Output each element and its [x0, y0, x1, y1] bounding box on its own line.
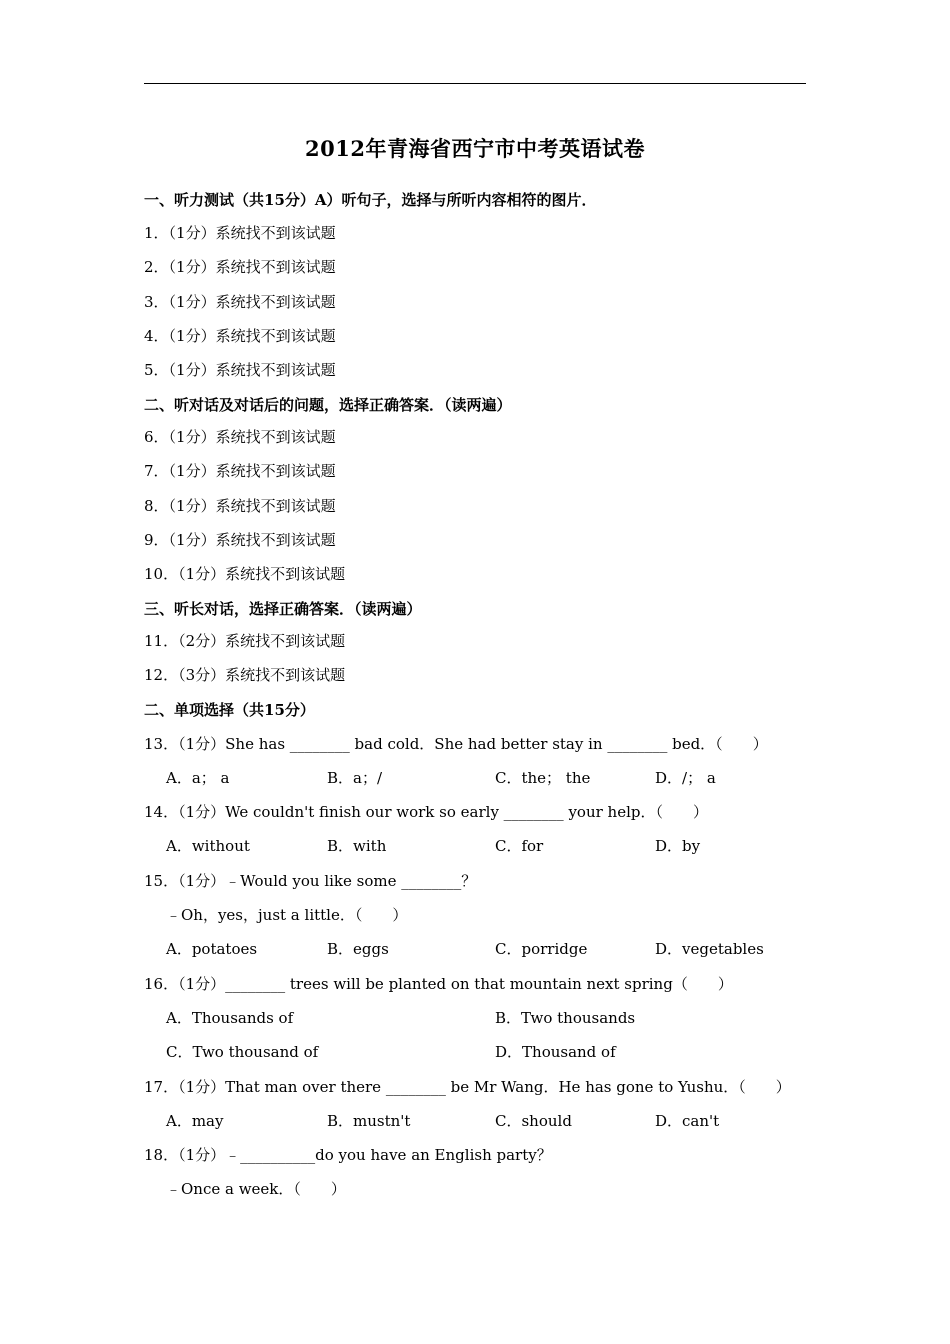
question-14-option-c: C．for	[495, 837, 544, 855]
question-13-option-a: A．a； a	[166, 769, 230, 787]
question-15-option-d: D．vegetables	[655, 940, 764, 958]
question-6: 6．（1分）系统找不到该试题	[144, 428, 336, 446]
question-1: 1．（1分）系统找不到该试题	[144, 224, 336, 242]
question-13-option-c: C．the； the	[495, 769, 591, 787]
section-heading-long-dialogue: 三、听长对话，选择正确答案．（读两遍）	[144, 600, 422, 618]
exam-title: 2012年青海省西宁市中考英语试卷	[305, 136, 645, 161]
question-16-stem: 16．（1分）________ trees will be planted on that mountain next spring（ ）	[144, 975, 733, 993]
question-9: 9．（1分）系统找不到该试题	[144, 531, 336, 549]
question-13-stem: 13．（1分）She has ________ bad cold．She had better stay in ________ bed．（ ）	[144, 735, 768, 753]
question-17-stem: 17．（1分）That man over there ________ be Mr Wang．He has gone to Yushu．（ ）	[144, 1078, 791, 1096]
question-18-reply: ﹣Once a week．（ ）	[166, 1180, 346, 1198]
question-13-option-d: D．/； a	[655, 769, 716, 787]
question-14-option-a: A．without	[166, 837, 250, 855]
question-8: 8．（1分）系统找不到该试题	[144, 497, 336, 515]
question-7: 7．（1分）系统找不到该试题	[144, 462, 336, 480]
question-17-option-b: B．mustn't	[327, 1112, 411, 1130]
question-13-option-b: B．a；/	[327, 769, 383, 787]
question-3: 3．（1分）系统找不到该试题	[144, 293, 336, 311]
question-4: 4．（1分）系统找不到该试题	[144, 327, 336, 345]
question-5: 5．（1分）系统找不到该试题	[144, 361, 336, 379]
question-15-option-c: C．porridge	[495, 940, 588, 958]
section-heading-single-choice: 二、单项选择（共15分）	[144, 701, 315, 719]
question-10: 10．（1分）系统找不到该试题	[144, 565, 346, 583]
question-15-reply: ﹣Oh，yes，just a little．（ ）	[166, 906, 408, 924]
question-16-option-c: C．Two thousand of	[166, 1043, 319, 1061]
question-11: 11．（2分）系统找不到该试题	[144, 632, 346, 650]
question-16-option-a: A．Thousands of	[166, 1009, 294, 1027]
question-16-option-b: B．Two thousands	[495, 1009, 636, 1027]
section-heading-dialogue: 二、听对话及对话后的问题，选择正确答案．（读两遍）	[144, 396, 512, 414]
question-15-option-b: B．eggs	[327, 940, 389, 958]
question-17-option-a: A．may	[166, 1112, 224, 1130]
question-14-option-d: D．by	[655, 837, 701, 855]
question-12: 12．（3分）系统找不到该试题	[144, 666, 346, 684]
question-17-option-c: C．should	[495, 1112, 572, 1130]
section-heading-listening: 一、听力测试（共15分）A）听句子，选择与所听内容相符的图片．	[144, 191, 597, 209]
question-17-option-d: D．can't	[655, 1112, 720, 1130]
question-14-stem: 14．（1分）We couldn't finish our work so early ________ your help．（ ）	[144, 803, 708, 821]
question-15-option-a: A．potatoes	[166, 940, 258, 958]
header-rule	[144, 83, 806, 84]
question-14-option-b: B．with	[327, 837, 387, 855]
question-16-option-d: D．Thousand of	[495, 1043, 616, 1061]
question-2: 2．（1分）系统找不到该试题	[144, 258, 336, 276]
question-15-stem: 15．（1分）﹣Would you like some ________？	[144, 872, 477, 890]
question-18-stem: 18．（1分）﹣__________do you have an English party？	[144, 1146, 552, 1164]
